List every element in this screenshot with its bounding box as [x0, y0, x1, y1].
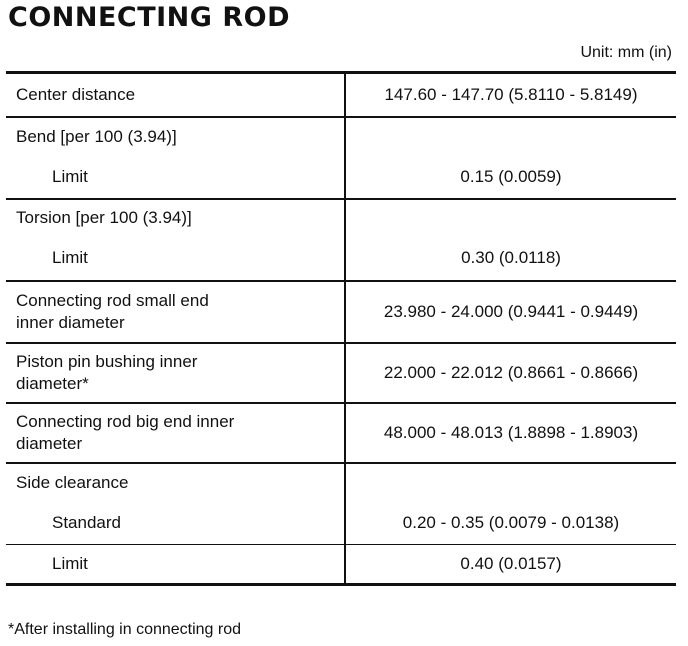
row-label: Limit [6, 157, 345, 199]
table-row-piston-pin-bushing [6, 343, 676, 403]
row-label: Bend [per 100 (3.94)] [6, 117, 345, 157]
row-value: 23.980 - 24.000 (0.9441 - 0.9449) [345, 281, 676, 343]
row-value: 0.15 (0.0059) [460, 167, 562, 186]
row-label: Standard [6, 503, 345, 545]
row-label-line: diameter [16, 433, 83, 453]
table-row-center-distance [6, 73, 676, 117]
table-row-side-clearance-standard [6, 503, 676, 545]
row-value [345, 463, 676, 503]
row-value: 0.20 - 0.35 (0.0079 - 0.0138) [402, 513, 620, 533]
table-row-big-end-diameter [6, 403, 676, 463]
row-label: Side clearance [6, 463, 345, 503]
table-row-bend-limit [6, 157, 676, 199]
row-value: 48.000 - 48.013 (1.8898 - 1.8903) [345, 403, 676, 463]
table-row-torsion-limit [6, 237, 676, 281]
row-value [345, 117, 676, 157]
row-value: 0.30 (0.0118) [461, 248, 561, 267]
row-value: 147.60 - 147.70 (5.8110 - 5.8149) [384, 84, 638, 104]
page-title: CONNECTING ROD [8, 2, 290, 33]
row-label-line: Connecting rod big end inner [16, 411, 235, 431]
row-label [6, 343, 345, 403]
row-label: Center distance [6, 73, 345, 117]
row-label-line: inner diameter [16, 312, 125, 332]
row-label: Limit [6, 545, 345, 585]
row-label-line: Piston pin bushing inner [16, 351, 198, 371]
row-value: 22.000 - 22.012 (0.8661 - 0.8666) [345, 343, 676, 403]
table-row-torsion [6, 199, 676, 237]
row-label: Torsion [per 100 (3.94)] [6, 199, 345, 237]
row-value [345, 199, 676, 237]
row-label-line: Connecting rod small end [16, 290, 209, 310]
row-label [6, 403, 345, 463]
footnote: *After installing in connecting rod [8, 621, 242, 638]
row-label: Limit [6, 237, 345, 281]
connecting-rod-spec-table [6, 71, 676, 586]
row-value: 0.40 (0.0157) [345, 545, 676, 585]
table-row-side-clearance-limit [6, 545, 676, 585]
row-label-line: diameter* [16, 373, 89, 393]
row-label [6, 281, 345, 343]
table-row-bend [6, 117, 676, 157]
table-row-side-clearance [6, 463, 676, 503]
unit-label: Unit: mm (in) [580, 44, 672, 61]
table-row-small-end-diameter [6, 281, 676, 343]
